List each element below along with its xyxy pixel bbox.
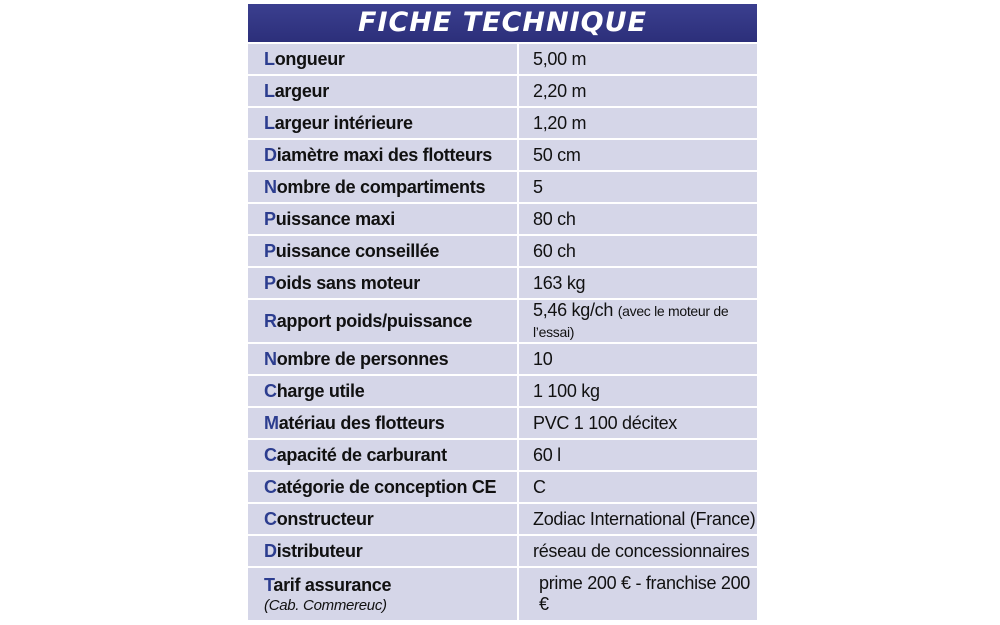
spec-label-subtext: (Cab. Commereuc) [264, 596, 387, 614]
spec-label-initial: P [264, 208, 276, 229]
spec-value [518, 375, 757, 407]
spec-row [248, 503, 757, 535]
spec-value-text: 60 ch [533, 240, 576, 261]
spec-label-initial: C [264, 444, 277, 465]
spec-label-initial: T [264, 574, 274, 595]
spec-label-initial: D [264, 144, 277, 165]
spec-label-text: ombre de compartiments [276, 176, 486, 197]
spec-value [518, 471, 757, 503]
spec-label-initial: L [264, 80, 275, 101]
spec-value [518, 535, 757, 567]
spec-label-initial: N [264, 348, 277, 369]
spec-value-text: réseau de concessionnaires [533, 540, 750, 561]
spec-value-text: 5,46 kg/ch [533, 300, 614, 320]
spec-label-text: ombre de personnes [276, 348, 449, 369]
spec-value [518, 139, 757, 171]
spec-label [248, 375, 518, 407]
spec-label-initial: N [264, 176, 277, 197]
spec-value [518, 107, 757, 139]
spec-value-text: 1 100 kg [533, 380, 600, 401]
spec-row [248, 44, 757, 75]
spec-value-note: (avec le moteur de l’essai) [533, 303, 729, 340]
spec-label-initial: L [264, 112, 275, 133]
spec-row [248, 535, 757, 567]
spec-label-text: arif assurance [273, 574, 392, 595]
spec-value-text: C [533, 476, 546, 497]
spec-row [248, 203, 757, 235]
spec-row [248, 439, 757, 471]
spec-label-initial: D [264, 540, 277, 561]
spec-label-text: onstructeur [276, 508, 374, 529]
spec-label-text: atégorie de conception CE [276, 476, 497, 497]
spec-value-text: 5,00 m [533, 48, 587, 69]
spec-label [248, 203, 518, 235]
spec-value-text: Zodiac International (France) [533, 508, 756, 529]
spec-row [248, 299, 757, 343]
spec-label [248, 75, 518, 107]
spec-row [248, 171, 757, 203]
spec-label-initial: P [264, 272, 276, 293]
spec-label-initial: M [264, 412, 279, 433]
spec-label-initial: L [264, 48, 275, 69]
spec-value-text: 60 l [533, 444, 561, 465]
spec-label-text: argeur [274, 80, 329, 101]
spec-label-text: argeur intérieure [274, 112, 413, 133]
spec-row [248, 107, 757, 139]
spec-value [518, 203, 757, 235]
spec-row [248, 471, 757, 503]
spec-label-text: atériau des flotteurs [278, 412, 445, 433]
spec-label [248, 139, 518, 171]
spec-value [518, 44, 757, 75]
spec-value [518, 439, 757, 471]
spec-value [518, 567, 757, 620]
spec-label [248, 503, 518, 535]
spec-sheet [248, 0, 757, 625]
spec-label-initial: C [264, 380, 277, 401]
spec-label [248, 407, 518, 439]
spec-label [248, 267, 518, 299]
spec-table-body [248, 44, 757, 620]
spec-label [248, 471, 518, 503]
spec-label-text: apport poids/puissance [276, 310, 473, 331]
spec-label-text: harge utile [276, 380, 365, 401]
spec-value-text: prime 200 € - franchise 200 € [539, 573, 751, 614]
spec-value-text: 2,20 m [533, 80, 587, 101]
spec-row [248, 375, 757, 407]
spec-row [248, 139, 757, 171]
spec-label [248, 107, 518, 139]
spec-table [248, 44, 757, 620]
spec-value [518, 267, 757, 299]
spec-label-initial: P [264, 240, 276, 261]
spec-value [518, 343, 757, 375]
spec-label [248, 171, 518, 203]
spec-label [248, 299, 518, 343]
spec-row [248, 267, 757, 299]
spec-label [248, 235, 518, 267]
spec-value [518, 171, 757, 203]
spec-label-text: uissance conseillée [275, 240, 440, 261]
spec-value-text: 1,20 m [533, 112, 587, 133]
spec-label-text: ongueur [274, 48, 345, 69]
spec-label [248, 44, 518, 75]
spec-label [248, 567, 518, 620]
spec-value-text: 50 cm [533, 144, 581, 165]
spec-label-text: iamètre maxi des flotteurs [276, 144, 492, 165]
sheet-title: FICHE TECHNIQUE [248, 4, 757, 42]
spec-label [248, 439, 518, 471]
spec-label-initial: R [264, 310, 277, 331]
spec-label-text: istributeur [276, 540, 363, 561]
spec-row [248, 343, 757, 375]
spec-label [248, 535, 518, 567]
spec-value-text: 10 [533, 348, 553, 369]
spec-value-text: PVC 1 100 décitex [533, 412, 677, 433]
spec-label-text: apacité de carburant [276, 444, 447, 465]
spec-label [248, 343, 518, 375]
spec-label-text: oids sans moteur [275, 272, 420, 293]
spec-value [518, 75, 757, 107]
spec-value [518, 299, 757, 343]
spec-value [518, 503, 757, 535]
spec-row [248, 407, 757, 439]
spec-row [248, 567, 757, 620]
spec-label-initial: C [264, 476, 277, 497]
spec-value [518, 235, 757, 267]
spec-row [248, 235, 757, 267]
spec-value-text: 80 ch [533, 208, 576, 229]
spec-label-text: uissance maxi [275, 208, 395, 229]
spec-value-text: 5 [533, 176, 543, 197]
spec-row [248, 75, 757, 107]
spec-label-initial: C [264, 508, 277, 529]
spec-value [518, 407, 757, 439]
spec-value-text: 163 kg [533, 272, 586, 293]
